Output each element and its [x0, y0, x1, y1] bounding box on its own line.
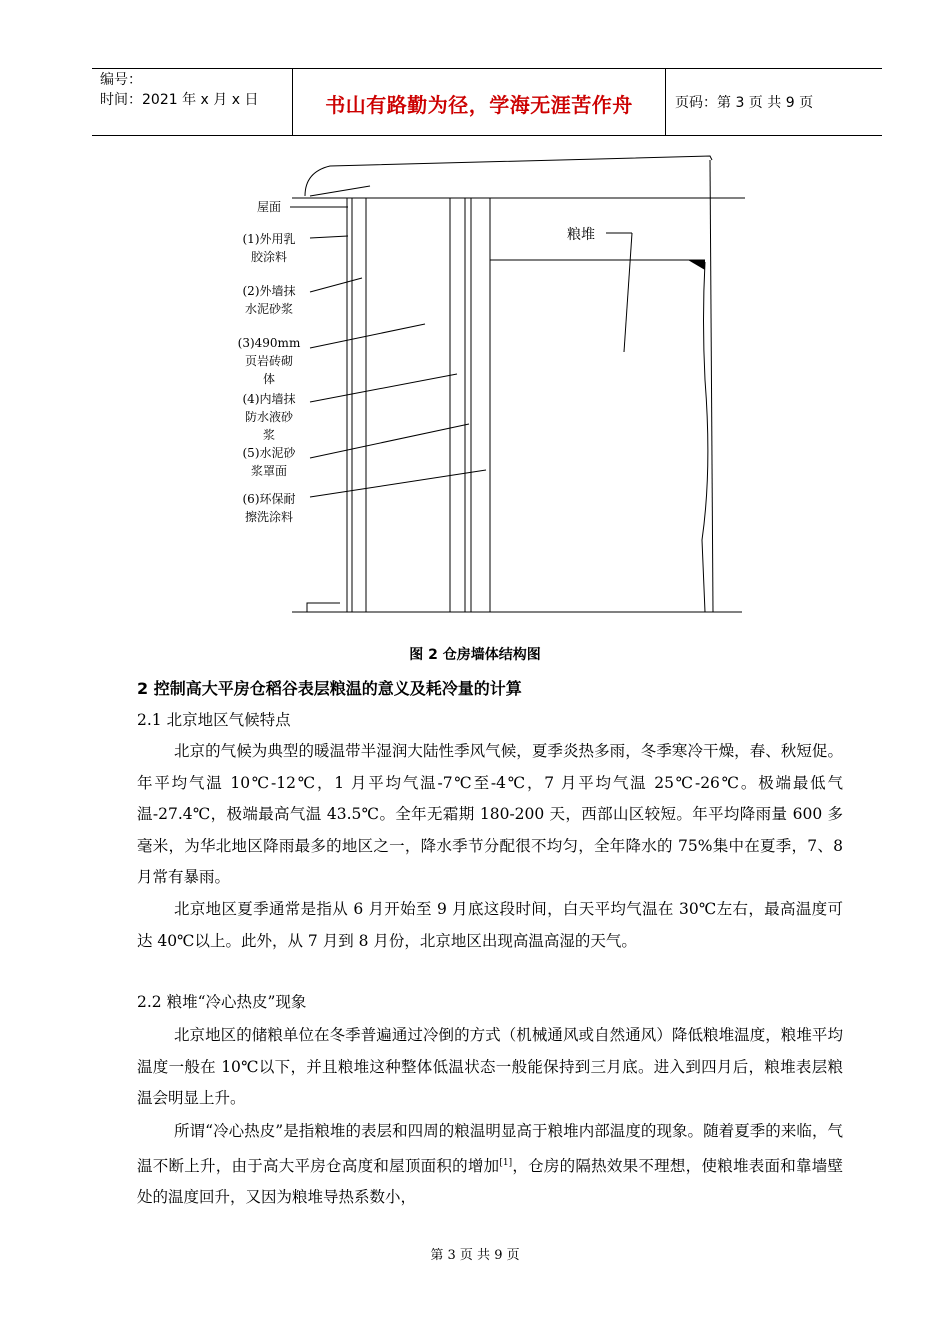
leader-layer1 — [310, 236, 348, 238]
document-number-label: 编号： — [100, 72, 142, 88]
leader-layer2 — [310, 278, 362, 292]
page-footer: 第 3 页 共 9 页 — [430, 1248, 520, 1263]
roof-underside — [310, 186, 370, 196]
label-layer3: (3)490mm 页岩砖砌 体 — [237, 336, 301, 386]
paragraph-cold-core-text-1: 所谓“冷心热皮”是指粮堆的表层和四周的粮温明显高于粮堆内部温度的现象。随着夏季的来临，气温不断上升，由于高大平房仓高度和屋顶面积的增加 — [137, 1122, 843, 1175]
roof-curve — [305, 156, 712, 196]
leader-layer6 — [310, 470, 486, 497]
paragraph-summer: 北京地区夏季通常是指从 6 月开始至 9 月底这段时间，白天平均气温在 30℃左右，最高温度可达 40℃以上。此外，从 7 月到 8 月份，北京地区出现高温高湿的天气。 — [137, 900, 843, 950]
label-layer4: (4)内墙抹 防水液砂 浆 — [242, 392, 296, 442]
wall-structure-diagram — [0, 0, 950, 640]
figure-caption: 图 2 仓房墙体结构图 — [409, 647, 541, 663]
paragraph-climate: 北京的气候为典型的暖温带半湿润大陆性季风气候，夏季炎热多雨，冬季寒冷干燥，春、秋短促。年平均气温 10℃-12℃，1 月平均气温-7℃至-4℃，7 月平均气温 25℃-26℃。极端最低气温-27.4℃，极端最高气温 43.5℃。全年无霜期 180-200 天，西部山区较短。年平均降雨量 600 多毫米，为华北地区降雨最多的地区之一，降水季节分配很不均匀，全年降水的 75%集中在夏季，7、8 月常有暴雨。 — [137, 742, 843, 886]
paragraph-cold-core-text-2: ，仓房的隔热效果不理想，使粮堆表面和靠墙壁处的温度回升，又因为粮堆导热系数小， — [137, 1156, 843, 1207]
floor-step — [307, 603, 340, 612]
grain-pile-right-edge — [702, 262, 708, 612]
section-heading-2-2: 2.2 粮堆“冷心热皮”现象 — [137, 993, 307, 1011]
grain-pile-corner-marker — [688, 260, 705, 270]
label-layer2: (2)外墙抹 水泥砂浆 — [242, 284, 296, 316]
leader-grain-v — [624, 233, 632, 352]
document-time-label: 时间：2021 年 x 月 x 日 — [100, 92, 259, 108]
header-page-number: 页码：第 3 页 共 9 页 — [675, 95, 814, 111]
label-grain-pile: 粮堆 — [567, 227, 595, 243]
label-roof: 屋面 — [256, 200, 281, 214]
section-heading-2-1: 2.1 北京地区气候特点 — [137, 711, 291, 729]
leader-layer5 — [310, 424, 469, 458]
leader-layer4 — [310, 374, 457, 402]
header-motto: 书山有路勤为径，学海无涯苦作舟 — [325, 92, 633, 117]
leader-layer3 — [310, 324, 425, 348]
citation-1: [1] — [499, 1157, 513, 1168]
section-heading-2: 2 控制高大平房仓稻谷表层粮温的意义及耗冷量的计算 — [137, 679, 522, 698]
outer-right-edge — [710, 160, 713, 612]
label-layer6: (6)环保耐 擦洗涂料 — [242, 492, 296, 524]
paragraph-storage: 北京地区的储粮单位在冬季普遍通过冷倒的方式（机械通风或自然通风）降低粮堆温度，粮堆平均温度一般在 10℃以下，并且粮堆这种整体低温状态一般能保持到三月底。进入到四月后，粮堆表层粮温会明显上升。 — [137, 1026, 843, 1107]
label-layer5: (5)水泥砂 浆罩面 — [242, 446, 296, 478]
paragraph-cold-core — [137, 1116, 843, 1214]
label-layer1: (1)外用乳 胶涂料 — [242, 232, 296, 264]
